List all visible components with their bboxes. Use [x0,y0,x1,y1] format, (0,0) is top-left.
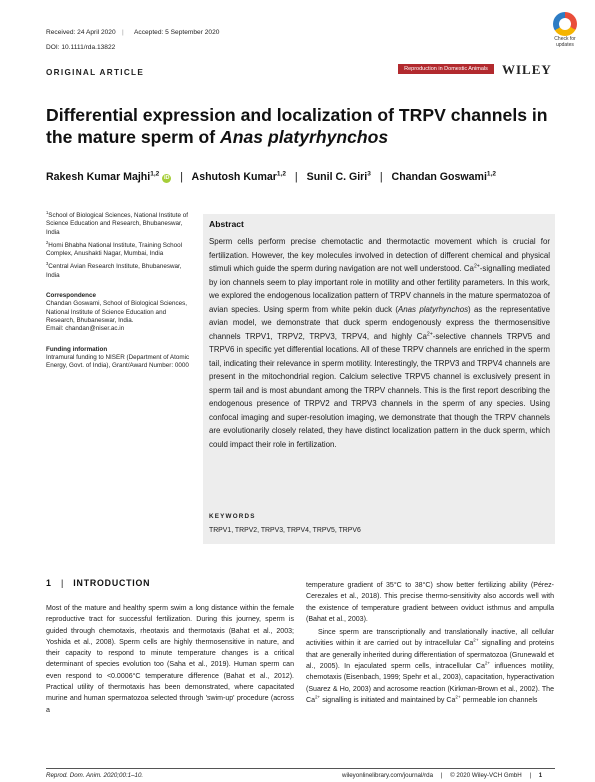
author-list: Rakesh Kumar Majhi$^{1,2}$iD | Ashutosh Kumar$^{1,2}$ | Sunil C. Giri$^3$ | Chandan Goswami$^{1,2}$ [46,170,496,183]
affiliations-column [46,209,194,375]
abstract-text: Sperm cells perform precise chemotactic and thermotactic movement which is crucial for fertilization. However, the key molecules involved in detection of different chemical and physical stimuli which guide the sperm during navigation are not well understood. $Ca^{2+}$-signalling mediated by ion channels seem to play important role in motility and other fertility parameters. In this work, we explored the endogenous localization pattern of TRPV channels in the mature spermatozoa of avian species. Using sperm from white pekin duck (Anas platyrhynchos) as the representative avian model, we demonstrate that duck sperm endogenously express the thermosensitive channels TRPV1, TRPV2, TRPV3, TRPV4, and highly $Ca^{2+}$-selective channels TRPV5 and TRPV6 in specific yet differential locations. All of these TRPV channels are enriched in the sperm tail, indicating their relevance in sperm motility. Interestingly, the TRPV3 and TRPV4 channels are present in the mitochondrial region. Calcium selective TRPV5 channel is exclusively present in sperm tail and is most abundant among the TRPV channels. This is the first report describing the endogenous presence of TRPV2 and TRPV3 channels in the sperm of any species. Using confocal imaging and super-resolution imaging, we demonstrate that though the TRPV channels are evolutionarily closely related, they have distinct localization pattern in the duck sperm, which could impact their role in fertilization. [209,237,551,449]
section-heading: 1 | INTRODUCTION [46,578,151,588]
correspondence-text: Chandan Goswami, School of Biological Sciences, National Institute of Science Education and Research, Bhubaneswar, India. [46,300,188,324]
body-column-right [306,580,554,706]
funding-text: Intramural funding to NISER (Department of Atomic Energy, Govt. of India), Grant/Award Number: 0000 [46,353,190,370]
check-for-updates-badge[interactable] [545,12,585,48]
footer-url[interactable]: wileyonlinelibrary.com/journal/rda [342,772,434,779]
author-name[interactable]: Chandan Goswami [391,171,487,183]
paragraph: temperature gradient of 35°C to 38°C) show better fertilizing ability (Pérez-Cerezales et al., 2018). This precise thermo-sensitivity also accords well with the existence of temperature gradient between oviduct isthmus and ampulla (Bahat et al., 2003). [306,582,554,623]
publisher-logo: WILEY [502,62,552,77]
footer-citation: Reprod. Dom. Anim. 2020;00:1–10. [46,772,144,779]
received-date: Received: 24 April 2020 [46,29,116,36]
correspondence-heading: Correspondence [46,292,97,300]
author-name[interactable]: Rakesh Kumar Majhi [46,171,151,183]
paragraph: Since sperm are transcriptionally and translationally inactive, all cellular activities within it are carried out by intracellular $Ca^{2+}$ signalling and proteins that are generally inherited during differentiation of spermatozoa (Grunewald et al., 2005). In ejaculated sperm cells, intracellular $Ca^{2+}$ influences motility, chemotaxis (Eisenbach, 1999; Spehr et al., 2003), capacitation, hyperactivation (Suarez & Ho, 2003) and acrosome reaction (Kirkman-Brown et al., 2002). The $Ca^{2+}$ signalling is initiated and maintained by $Ca^{2+}$ permeable ion channels [306,629,555,704]
abstract-box [203,214,555,544]
doi[interactable]: DOI: 10.1111/rda.13822 [46,44,116,51]
abstract-heading: Abstract [209,219,244,229]
author-name[interactable]: Sunil C. Giri [306,171,368,183]
paragraph: Most of the mature and healthy sperm swim a long distance within the female reproductive tract for successful fertilization. During this journey, sperm is guided through chemotaxis, rheotaxis and thermotaxis (Bahat et al., 2003; Yoshida et al., 2008). Sperm cells are highly thermosensitive in nature, and their capacity to respond to minute temperature changes is a critical determinant of species evolution too (Saha et al., 2019). Human sperm can even respond to <0.0006°C temperature difference (Bahat et al., 2012). Practical utility of thermotaxis has been demonstrated, where capacitated murine and human spermatozoa selected through 'swim-up' procedure (across a [46,605,294,714]
journal-logo: Reproduction in Domestic Animals [398,64,494,74]
article-type: ORIGINAL ARTICLE [46,68,145,77]
keywords: TRPV1, TRPV2, TRPV3, TRPV4, TRPV5, TRPV6 [209,527,361,534]
footer-right: wileyonlinelibrary.com/journal/rda | © 2020 Wiley-VCH GmbH | 1 [342,772,543,779]
affiliation: $^2$Homi Bhabha National Institute, Training School Complex, Anushakti Nagar, Mumbai, India [46,239,182,258]
body-column-left [46,603,294,716]
article-title: Differential expression and localization of TRPV channels in the mature sperm of Anas platyrhynchos [46,105,548,147]
author-name[interactable]: Ashutosh Kumar [191,171,277,183]
accepted-date: Accepted: 5 September 2020 [134,29,220,36]
check-for-updates-label: Check for updates [554,36,576,48]
footer-rule [46,768,555,769]
funding-heading: Funding information [46,345,108,353]
header-separator: | [122,29,124,36]
affiliation: $^1$School of Biological Sciences, National Institute of Science Education and Research, Bhubaneswar, India [46,209,188,236]
correspondence-email[interactable]: Email: chandan@niser.ac.in [46,325,125,333]
keywords-heading: KEYWORDS [209,513,256,520]
orcid-icon[interactable]: iD [164,175,170,181]
affiliation: $^3$Central Avian Research Institute, Bhubaneswar, India [46,261,182,279]
page-number: 1 [538,772,543,779]
crossmark-icon [553,12,577,36]
footer-copyright: © 2020 Wiley-VCH GmbH [450,772,522,779]
